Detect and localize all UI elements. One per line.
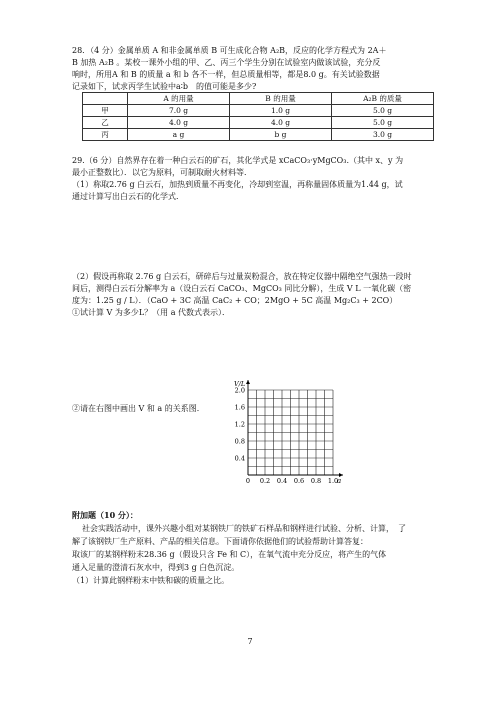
table-cell: 3.0 g [332,129,434,141]
bonus-line-1: 社会实践活动中，课外兴趣小组对某钢铁厂的铁矿石样品和钢样进行试验、分析、计算， 了 [82,524,406,533]
table-header-cell [83,93,128,105]
table-cell: 5.0 g [332,105,434,117]
x-tick-label: 0 [245,477,251,485]
q28-line-4: 记录如下，试求丙学生试验中a∶b 的值可能是多少? [72,82,257,91]
table-cell: a g [128,129,230,141]
bonus-line-3: 取该厂的某钢样粉末28.36 g（假设只含 Fe 和 C），在氧气流中充分反应，将产生的气体 [72,550,387,559]
table-cell: 甲 [83,105,128,117]
bonus-line-5: （1）计算此钢样粉末中铁和碳的质量之比。 [72,576,230,585]
q28-line-2: B 加热 A₂B 。某校一课外小组的甲、乙、丙三个学生分别在试验室内做该试验，充分反 [72,58,381,67]
y-tick-label: 1.2 [234,420,245,429]
q28-line-3: 响时，所用A 和 B 的质量 a 和 b 各不一样，但总质量相等，都是8.0 g。有关试验数据 [72,70,380,79]
bonus-title: 附加题（10 分）： [72,510,138,520]
y-tick-label: 0.4 [234,454,245,463]
y-axis-arrow [246,380,250,384]
x-tick-label: 0.8 [310,477,322,485]
x-tick-label: 0.6 [293,477,305,485]
x-tick-label: 0.2 [259,477,271,485]
x-tick-label: 1.0 [327,477,339,485]
q29-part2-line-4: ①试计算 V 为多少L？（用 a 代数式表示）． [72,308,231,317]
q29-part2-question-2: ②请在右图中画出 V 和 a 的关系图． [72,404,205,413]
table-row [83,105,434,117]
table-cell: 4.0 g [230,117,332,129]
page-number: 7 [247,637,253,646]
answer-graph [222,380,352,494]
bonus-line-4: 通入足量的澄清石灰水中，得到3 g 白色沉淀。 [72,563,240,572]
table-header-row [83,93,434,105]
q29-line-1: 29.（6 分）自然界存在着一种白云石的矿石，其化学式是 xCaCO₃·yMgCO₃.（其中 x、y 为 [72,156,404,165]
table-cell: 丙 [83,129,128,141]
q28-data-table [82,92,434,141]
graph-svg [222,380,352,490]
table-cell: 乙 [83,117,128,129]
q29-part2-line-1: （2）假设再称取 2.76 g 白云石，研碎后与过量炭粉混合，放在特定仪器中隔绝空气强热一段时 [72,272,412,281]
table-cell: 4.0 g [128,117,230,129]
q29-part2-line-2: 间后，测得白云石分解率为 a（设白云石 CaCO₃、MgCO₃ 同比分解），生成 V L 一氧化碳（密 [72,284,412,293]
table-cell: 7.0 g [128,105,230,117]
table-cell: 5.0 g [332,117,434,129]
y-tick-label: 1.6 [234,403,245,412]
table-header-cell: A₂B 的质量 [332,93,434,105]
q28-line-1: 28．（4 分）金属单质 A 和非金属单质 B 可生成化合物 A₂B，反应的化学方程式为 2A＋ [72,46,387,55]
y-axis-label: V/L [234,380,246,388]
x-axis-label: a [337,477,342,485]
table-cell: 1.0 g [230,105,332,117]
bonus-line-2: 解了该钢铁厂生产原料、产品的相关信息。下面请你依据他们的试验帮助计算答复： [72,537,368,546]
table-header-cell: A 的用量 [128,93,230,105]
y-tick-label: 2.0 [234,386,245,395]
table-header-cell: B 的用量 [230,93,332,105]
q29-part2-line-3: 度为：1.25 g / L）．（CaO + 3C 高温 CaC₂ + CO；2MgO + 5C 高温 Mg₂C₃ + 2CO） [72,296,398,305]
y-tick-label: 0.8 [234,437,245,446]
table-row [83,129,434,141]
x-tick-label: 0.4 [276,477,288,485]
q29-line-4: 通过计算写出白云石的化学式． [72,192,184,201]
table-cell: b g [230,129,332,141]
q29-line-2: 最小正整数比）．以它为原料，可制取耐火材料等． [72,168,252,177]
q29-line-3: （1）称取2.76 g 白云石，加热到质量不再变化，冷却到室温，再称量固体质量为1.44 g，试 [72,180,403,189]
table-row [83,117,434,129]
